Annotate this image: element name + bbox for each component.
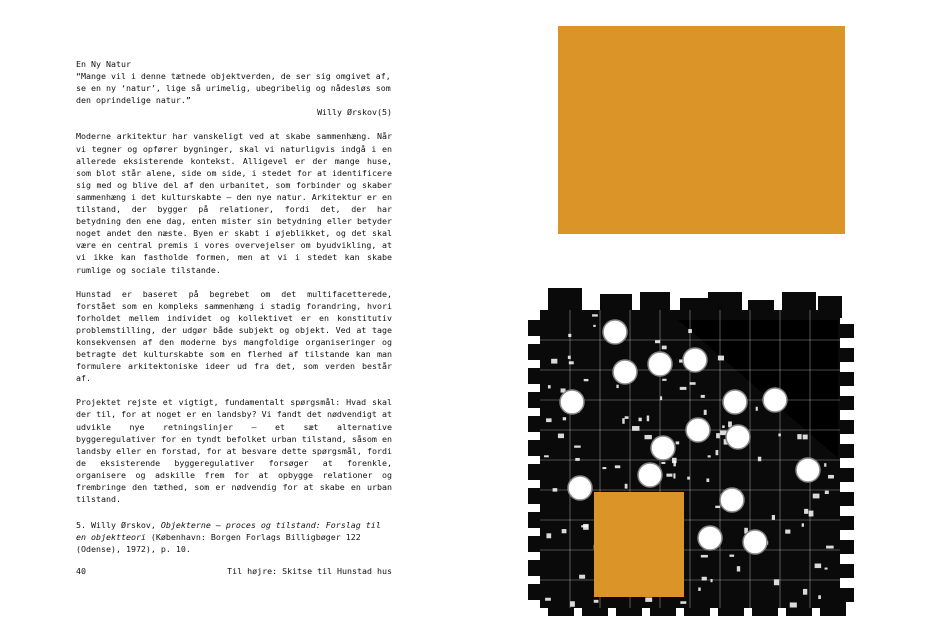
sketch-window-circle <box>651 436 675 460</box>
sketch-mark <box>568 334 571 337</box>
page-footer <box>76 565 392 577</box>
sketch-mark <box>546 418 552 422</box>
sketch-bottom-tab <box>820 600 846 616</box>
sketch-mark <box>825 568 828 570</box>
sketch-mark <box>661 462 665 464</box>
sketch-side-tab <box>838 348 854 362</box>
sketch-mark <box>622 418 624 424</box>
sketch-mark <box>625 484 628 489</box>
page-number: 40 <box>76 566 86 576</box>
sketch-mark <box>824 463 826 467</box>
sketch-mark <box>803 435 808 440</box>
sketch-mark <box>756 407 758 411</box>
sketch-mark <box>790 602 797 607</box>
sketch-mark <box>710 579 712 582</box>
sketch-side-tab <box>838 396 854 410</box>
sketch-side-tab <box>528 464 544 480</box>
sketch-side-tab <box>528 536 544 552</box>
sketch-mark <box>687 477 690 480</box>
sketch-mark <box>660 396 662 400</box>
sketch-mark <box>616 385 618 388</box>
sketch-mark <box>570 601 575 606</box>
sketch-side-tab <box>838 588 854 602</box>
sketch-roof-tab <box>818 296 842 318</box>
sketch-mark <box>785 530 790 534</box>
sketch-side-tab <box>838 420 854 434</box>
sketch-mark <box>815 564 821 569</box>
sketch-mark <box>662 379 666 381</box>
sketch-mark <box>562 529 567 533</box>
sketch-mark <box>676 441 680 444</box>
sketch-mark <box>662 346 667 350</box>
sketch-bottom-tab <box>684 600 710 616</box>
quote-attribution: Willy Ørskov(5) <box>317 107 392 118</box>
sketch-window-circle <box>560 390 584 414</box>
sketch-mark <box>772 515 775 520</box>
sketch-mark <box>802 523 804 526</box>
sketch-mark <box>593 325 595 327</box>
sketch-mark <box>544 455 549 457</box>
sketch-mark <box>825 491 829 494</box>
footnote-title: Objekterne — proces og tilstand: Forslag til en objektteori <box>76 520 381 543</box>
sketch-mark <box>563 417 566 420</box>
sketch-window-circle <box>648 352 672 376</box>
sketch-mark <box>574 446 581 448</box>
footnote-suffix: (København: Borgen Forlags Billigbøger 122 (Odense), 1972), p. 10. <box>76 532 361 555</box>
sketch-roof-tab <box>548 288 582 318</box>
sketch-side-tab <box>838 468 854 482</box>
sketch-mark <box>602 467 606 469</box>
sketch-mark <box>639 418 642 422</box>
sketch-window-circle <box>638 463 662 487</box>
left-text-column <box>76 58 392 555</box>
sketch-mark <box>584 379 589 381</box>
footnote-prefix: 5. Willy Ørskov, <box>76 520 161 531</box>
sketch-mark <box>666 474 672 477</box>
sketch-roof-tab <box>680 298 708 318</box>
sketch-window-circle <box>723 390 747 414</box>
sketch-side-tab <box>528 416 544 432</box>
sketch-mark <box>778 434 781 437</box>
sketch-mark <box>680 387 687 390</box>
sketch-side-tab <box>838 372 854 386</box>
sketch-mark <box>645 435 652 439</box>
sketch-mark <box>575 458 580 461</box>
footnote <box>76 519 392 555</box>
sketch-mark <box>698 588 701 591</box>
sketch-mark <box>813 494 820 499</box>
body-paragraph-3: Projektet rejste et vigtigt, fundamentalt spørgsmål: Hvad skal der til, for at noget er en landsby? Vi fandt det nødvendigt at udvikle nye retningslinjer — et sæt alternative byggeregulativer for en tyndt befolket urban tilstand, såsom en landsby eller en forstad, for at besvare dette spørgsmål, fordi de eksisterende byggeregulativer forsøger at forenkle, organisere og adskille frem for at opbygge relationer og frembringe den tæthed, som er nødvendig for at skabe en urban tilstand. <box>76 397 392 505</box>
sketch-mark <box>673 473 675 478</box>
sketch-side-tab <box>528 488 544 504</box>
sketch-mark <box>592 314 598 316</box>
sketch-window-circle <box>568 476 592 500</box>
sketch-mark <box>615 465 620 468</box>
sketch-mark <box>632 426 639 431</box>
sketch-orange-door <box>594 492 684 597</box>
sketch-mark <box>568 356 571 359</box>
sketch-mark <box>701 395 705 398</box>
sketch-bottom-tab <box>718 600 744 616</box>
sketch-roof-tab <box>600 294 632 318</box>
sketch-window-circle <box>743 530 767 554</box>
sketch-mark <box>569 361 574 364</box>
sketch-mark <box>718 356 724 361</box>
figure-caption: Til højre: Skitse til Hunstad hus <box>227 566 392 576</box>
sketch-mark <box>702 577 707 581</box>
sketch-bottom-tab <box>616 600 642 616</box>
sketch-window-circle <box>720 488 744 512</box>
sketch-mark <box>716 450 719 455</box>
sketch-window-circle <box>698 526 722 550</box>
sketch-side-tab <box>838 564 854 578</box>
sketch-mark <box>715 506 720 508</box>
sketch-side-tab <box>528 320 544 336</box>
sketch-mark <box>818 595 821 599</box>
sketch-mark <box>594 600 599 603</box>
sketch-mark <box>655 340 660 343</box>
sketch-side-tab <box>838 324 854 338</box>
sketch-window-circle <box>603 320 627 344</box>
sketch-mark <box>579 575 585 579</box>
sketch-mark <box>546 533 551 538</box>
sketch-mark <box>828 475 834 479</box>
sketch-roof-tab <box>782 292 816 320</box>
sketch-mark <box>701 555 708 558</box>
sketch-bottom-tab <box>650 600 676 616</box>
sketch-mark <box>809 511 814 517</box>
sketch-roof-tab <box>708 292 742 318</box>
sketch-mark <box>672 458 677 463</box>
sketch-mark <box>758 457 761 462</box>
sketch-side-tab <box>528 440 544 456</box>
sketch-window-circle <box>613 360 637 384</box>
hunstad-house-sketch <box>520 280 860 620</box>
sketch-mark <box>774 579 779 585</box>
sketch-mark <box>690 382 696 385</box>
sketch-mark <box>729 555 734 557</box>
orange-color-block <box>558 26 845 234</box>
sketch-roof-tab <box>748 300 774 318</box>
sketch-side-tab <box>838 540 854 554</box>
sketch-mark <box>722 425 725 428</box>
sketch-mark <box>558 434 564 439</box>
sketch-mark <box>647 416 649 422</box>
sketch-side-tab <box>838 516 854 530</box>
sketch-mark <box>706 478 709 482</box>
epigraph-quote: “Mange vil i denne tætnede objektverden, de ser sig omgivet af, se en ny ‘natur’, lige så urimelig, ubegribelig og nådesløs som den oprindelige natur.” <box>76 71 391 106</box>
sketch-mark <box>551 359 557 364</box>
sketch-side-tab <box>838 492 854 506</box>
sketch-mark <box>704 410 707 415</box>
sketch-roof-tab <box>640 292 670 318</box>
sketch-mark <box>803 589 807 595</box>
body-paragraph-1: Moderne arkitektur har vanskeligt ved at skabe sammenhæng. Når vi tegner og opfører bygninger, skal vi naturligvis indgå i en allerede eksisterende kontekst. Alligevel er der mange huse, som blot står alene, side om side, i stedet for at identificere sig med og blive del af den urbanitet, som forbinder og skaber sammenhæng i det kulturskabte — den nye natur. Arkitektur er en tilstand, der bygger på relationer, fordi det, der har betydning den ene dag, enten mister sin betydning eller betyder noget andet den næste. Byen er skabt i øjeblikket, og det skal være en central premis i vores overvejelser om byudvikling, at vi ikke kan fastholde formen, men at vi i stedet kan skabe rumlige og sociale tilstande. <box>76 131 392 275</box>
sketch-window-circle <box>686 418 710 442</box>
sketch-mark <box>797 434 801 439</box>
sketch-mark <box>680 601 686 604</box>
sketch-window-circle <box>683 348 707 372</box>
sketch-window-circle <box>796 458 820 482</box>
sketch-mark <box>548 385 551 388</box>
sketch-bottom-tab <box>752 600 778 616</box>
sketch-window-circle <box>763 388 787 412</box>
sketch-window-circle <box>726 425 750 449</box>
sketch-mark <box>804 509 808 514</box>
sketch-mark <box>826 546 834 549</box>
section-heading: En Ny Natur <box>76 59 131 69</box>
sketch-side-tab <box>838 444 854 458</box>
sketch-mark <box>583 524 589 530</box>
sketch-mark <box>708 455 711 457</box>
sketch-bottom-tab <box>786 600 812 616</box>
sketch-mark <box>625 416 629 419</box>
sketch-mark <box>645 597 652 601</box>
sketch-side-tab <box>528 560 544 576</box>
sketch-mark <box>553 488 558 492</box>
sketch-side-tab <box>528 368 544 384</box>
sketch-mark <box>716 433 720 438</box>
sketch-mark <box>545 598 551 601</box>
sketch-mark <box>688 329 692 333</box>
sketch-mark <box>737 566 740 571</box>
sketch-side-tab <box>528 344 544 360</box>
body-paragraph-2: Hunstad er baseret på begrebet om det multifacetterede, forstået som en kompleks sammenhæng i stadig forandring, hvori forholdet mellem individet og kollektivet er en konstitutiv problemstilling, der udgør både subjekt og objekt. Ved at tage konsekvensen af den moderne bys mangfoldige organiseringer og betragte det kulturskabte som en flerhed af tilstande kan man formulere arkitektoniske ideer ud fra det, som verden består af. <box>76 288 392 384</box>
sketch-side-tab <box>528 584 544 600</box>
